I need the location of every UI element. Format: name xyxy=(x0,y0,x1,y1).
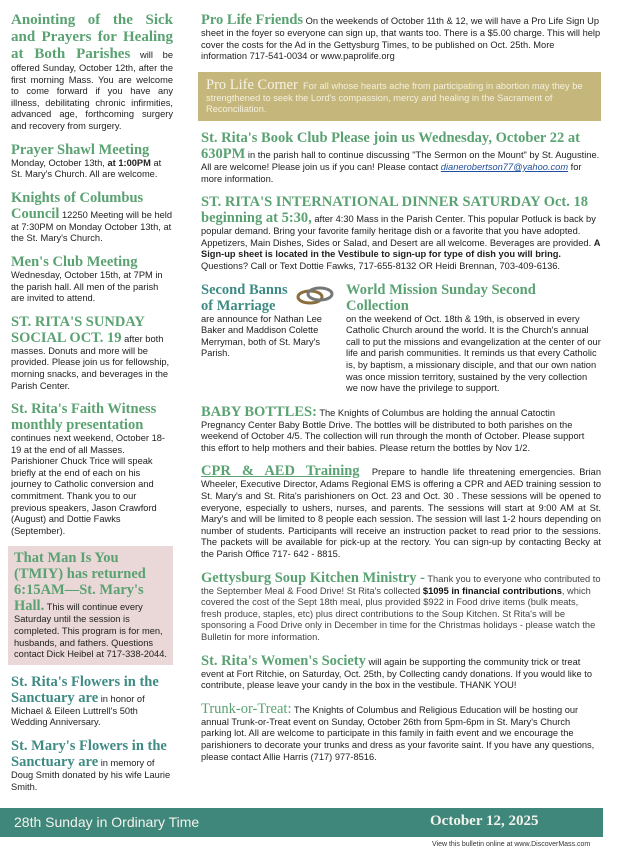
womens-society-section xyxy=(201,653,601,692)
anointing-title: Anointing of the Sick and Prayers for Healing at Both Parishes xyxy=(11,12,173,62)
prayer-shawl-time: at 1:00PM xyxy=(107,157,151,168)
world-mission-section xyxy=(346,282,601,395)
prayer-shawl-section xyxy=(11,142,173,181)
tmiy-body: This will continue every Saturday until the session is completed. This program is for men, husbands, and fathers. Questions contact Dick Heibel at 717-338-2044. xyxy=(14,602,167,660)
footer-bar xyxy=(0,808,603,837)
international-dinner-signup: A Sign-up sheet is located in the Vestibule to sign-up for type of dish you will bring. xyxy=(201,237,601,260)
mary-flowers-section xyxy=(11,738,173,793)
soup-kitchen-body-end: , which covered the cost of the Sept 18th meal, plus provided $922 in Food drive items (bulk meats, fresh produce, staples, etc) plus direct contributions to the Soup Kitchen. St Rita's will be sponsoring a Food Drive only in December in time for the Christmas holidays - please watch the Bulletin for more information. xyxy=(201,585,596,642)
book-club-email-link[interactable]: dianerobertson77@yahoo.com xyxy=(440,161,569,172)
kofc-title: Knights of Columbus Council xyxy=(11,189,144,222)
international-dinner-title: ST. RITA'S INTERNATIONAL DINNER SATURDAY Oct. 18 beginning at 5:30, xyxy=(201,194,588,227)
kofc-section xyxy=(11,190,173,245)
soup-kitchen-title: Gettysburg Soup Kitchen Ministry - xyxy=(201,569,425,586)
faith-witness-title: St. Rita's Faith Witness monthly presentation xyxy=(11,401,157,434)
prayer-shawl-title: Prayer Shawl Meeting xyxy=(11,141,150,158)
baby-bottles-section xyxy=(201,404,601,455)
pro-life-corner-box xyxy=(198,72,601,121)
international-dinner-section xyxy=(201,194,601,272)
prayer-shawl-body: Monday, October 13th, xyxy=(11,157,108,168)
world-mission-body: on the weekend of Oct. 18th & 19th, is observed in every Catholic Church around the world. It is the Church's annual call to put the missions and evangelization at the center of our life and parish communities. It reminds us that every Catholic is, by baptism, a missionary disciple, and that our own nation was once mission territory, sustained by the very collection we now have the privilege to support. xyxy=(346,313,601,394)
rita-flowers-title: St. Rita's Flowers in the Sanctuary are xyxy=(11,673,159,706)
sunday-social-body: after both masses. Donuts and more will be provided. Please join us for fellowship, morning snacks, and beverages in the Parish Center. xyxy=(11,333,170,391)
footer-sunday-label: 28th Sunday in Ordinary Time xyxy=(14,814,200,831)
book-club-section xyxy=(201,130,601,185)
tmiy-title: That Man Is You (TMIY) has returned 6:15AM—St. Mary's Hall. xyxy=(14,550,146,615)
mens-club-body: Wednesday, October 15th, at 7PM in the parish hall. All men of the parish are invited to attend. xyxy=(11,269,163,304)
banns-body: are announce for Nathan Lee Baker and Maddison Colette Merryman, both of St. Mary's Parish. xyxy=(201,313,322,359)
cpr-body: Prepare to handle life threatening emergencies. Brian Wheeler, Executive Director, Adams Regional EMS is offering a CPR and AED training session to St. Mary's and St. Rita's parishioners on Oct. 23 and Oct. 30 . These sessions will be opened to everyone, especially to ushers, nurses, and parents. The sessions will start at 9:00 AM at St. Mary's and will be limited to 8 people each session. The session will last 1-2 hours depending on number of students. Participants will receive an instruction packet to read prior to the sessions. The packets will be available for pick-up at the rectory. You can sign-up by contacting Becky at the Parish Office 717- 642 - 8815. xyxy=(201,467,601,560)
trunk-or-treat-title: Trunk-or-Treat: xyxy=(201,700,292,717)
baby-bottles-title: BABY BOTTLES: xyxy=(201,403,317,420)
soup-kitchen-amount: $1095 in financial contributions xyxy=(422,585,562,596)
wedding-rings-icon xyxy=(295,284,335,306)
cpr-title: CPR & AED Training xyxy=(201,463,360,480)
womens-society-body: will again be supporting the community trick or treat event at Fort Ritchie, on Saturday, Oct. 25th, by Collecting candy donations. If you would like to contribute, please leave your candy in the box in the vestibule. THANK YOU! xyxy=(201,656,593,691)
pro-life-corner-title: Pro Life Corner xyxy=(206,76,298,93)
anointing-section xyxy=(11,12,173,133)
footer-date: October 12, 2025 xyxy=(430,813,539,830)
faith-witness-section xyxy=(11,401,173,537)
pro-life-friends-body: On the weekends of October 11th & 12, we will have a Pro Life Sign Up sheet in the foyer so everyone can sign up, that wants too. There is a $5.00 charge. This will help cover the costs for the Ad in the Gettysburg Times, to be published on Oct. 25th. More information 717-541-0034 or www.paprolife.org xyxy=(201,16,601,62)
pro-life-friends-section xyxy=(201,12,601,63)
womens-society-title: St. Rita's Women's Society xyxy=(201,652,366,669)
book-club-title: St. Rita's Book Club Please join us Wednesday, October 22 at 630PM xyxy=(201,129,580,162)
prayer-shawl-body-end: at St. Mary's Church. All are welcome. xyxy=(11,157,162,180)
right-column xyxy=(201,12,601,763)
soup-kitchen-section xyxy=(201,570,601,644)
rita-flowers-body: in honor of Michael & Eileen Luttrell's 50th Wedding Anniversary. xyxy=(11,693,145,728)
mary-flowers-title: St. Mary's Flowers in the Sanctuary are xyxy=(11,738,167,770)
international-dinner-body: after 4:30 Mass in the Parish Center. This popular Potluck is back by popular demand. Bring your favorite family heritage dish or a favorite that you have adopted. Appetizers, Main Dishes, Sides or Salad, and Desert are all welcome. Beverages are provided. xyxy=(201,214,596,248)
trunk-or-treat-body: The Knights of Columbus and Religious Education will be hosting our annual Trunk-or-Treat event on Sunday, October 26th from 5pm-6pm in St. Mary's Church parking lot. All are welcome to participate in this family in faith event and we encourage the parishioners to decorate your trunks and dress as your favorite saint. If you have any questions, please contact Allie Harris (717) 977-8516. xyxy=(201,704,595,762)
book-club-body-end: for more information. xyxy=(201,161,582,184)
book-club-body: in the parish hall to continue discussing "The Sermon on the Mount" by St. Augustine. All are welcome! Please join us if you can! Please contact xyxy=(201,149,600,172)
banns-mission-row xyxy=(201,282,601,395)
pro-life-corner-body: For all whose hearts ache from participating in abortion may they be strengthened to seek the Lord's compassion, mercy and healing in the Sacrament of Reconciliation. xyxy=(206,80,583,115)
left-column xyxy=(11,12,173,802)
sunday-social-title: ST. RITA'S SUNDAY SOCIAL OCT. 19 xyxy=(11,313,145,346)
trunk-or-treat-section xyxy=(201,701,601,763)
online-bulletin-link[interactable]: View this bulletin online at www.DiscoverMass.com xyxy=(432,841,591,849)
pro-life-friends-title: Pro Life Friends xyxy=(201,12,304,28)
soup-kitchen-body: Thank you to everyone who contributed to the September Meal & Food Drive! St Rita's collected xyxy=(201,573,601,596)
faith-witness-body: continues next weekend, October 18-19 at the end of all Masses. Parishioner Chuck Trice will speak briefly at the end of each on his journey to Catholic conversion and commitment. Thank you to our previous speakers, Jason Crawford (August) and Dottie Fawks (September). xyxy=(11,433,166,536)
banns-title: Second Banns of Marriage xyxy=(201,281,288,314)
rita-flowers-section xyxy=(11,674,173,729)
mary-flowers-body: in memory of Doug Smith donated by his wife Laurie Smith. xyxy=(11,758,171,792)
world-mission-title: World Mission Sunday Second Collection xyxy=(346,281,536,314)
tmiy-section xyxy=(8,546,173,664)
anointing-body: will be offered Sunday, October 12th, after the first morning Mass. You are welcome to come forward if you have any illness, debilitating chronic infirmities, advanced age, forthcoming surgery and recovery from surgery. xyxy=(11,50,173,131)
cpr-section xyxy=(201,463,601,560)
baby-bottles-body: The Knights of Columbus are holding the annual Catoctin Pregnancy Center Baby Bottle Drive. The bottles will be distributed to both parishes on the weekend of October 4/5. The collection will run through the month of October. Please support this effort to help mothers and their babies. Please return the bottles by Nov 1/2. xyxy=(201,407,585,453)
banns-section xyxy=(201,282,339,360)
mens-club-title: Men's Club Meeting xyxy=(11,253,138,270)
kofc-body: 12250 Meeting will be held at 7:30PM on Monday October 13th, at the St. Mary's Church. xyxy=(11,209,173,244)
international-dinner-contact: Questions? Call or Text Dottie Fawks, 717-655-8132 OR Heidi Brennan, 703-409-6136. xyxy=(201,260,560,271)
sunday-social-section xyxy=(11,314,173,392)
mens-club-section xyxy=(11,254,173,305)
